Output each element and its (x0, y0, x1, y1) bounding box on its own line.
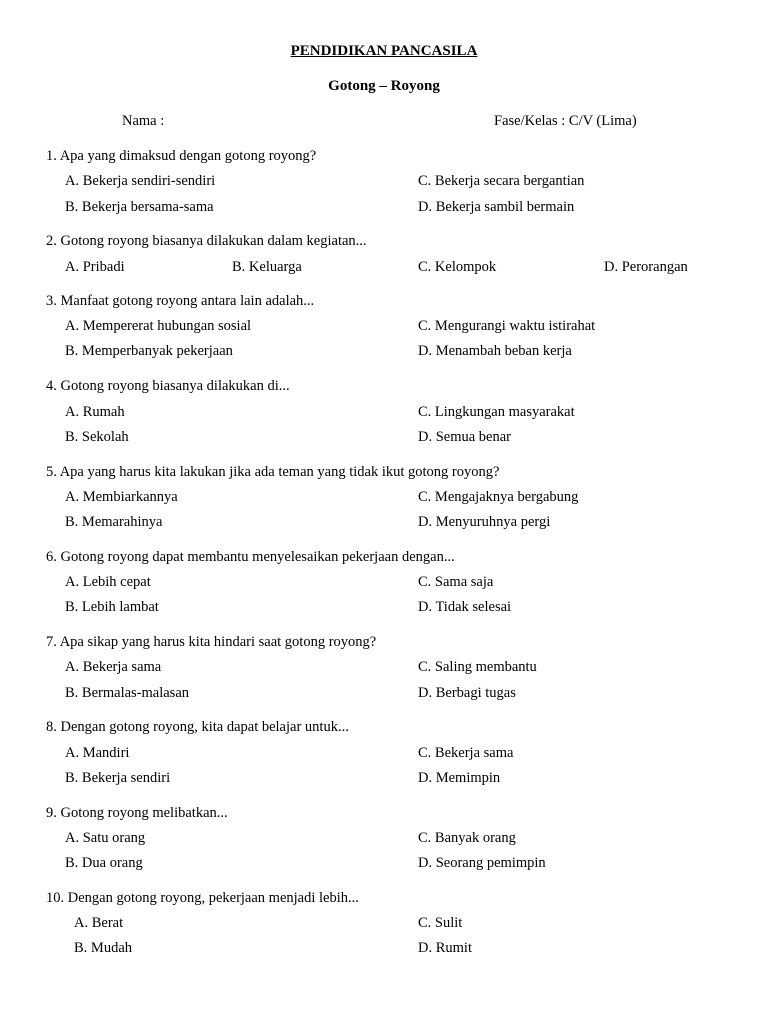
question-4-option-c: C. Lingkungan masyarakat (418, 404, 575, 420)
question-1-option-a: A. Bekerja sendiri-sendiri (65, 173, 216, 189)
question-9-option-d: D. Seorang pemimpin (418, 855, 546, 871)
question-5-option-b: B. Memarahinya (65, 514, 163, 530)
question-3: 3. Manfaat gotong royong antara lain adalah... (46, 293, 315, 309)
question-7-option-d: D. Berbagi tugas (418, 685, 516, 701)
question-4: 4. Gotong royong biasanya dilakukan di... (46, 378, 290, 394)
question-6-option-c: C. Sama saja (418, 574, 494, 590)
question-3-option-d: D. Menambah beban kerja (418, 343, 572, 359)
question-2-option-b: B. Keluarga (232, 259, 302, 275)
class-label: Fase/Kelas : C/V (Lima) (494, 113, 637, 129)
question-8-option-b: B. Bekerja sendiri (65, 770, 171, 786)
question-2-option-d: D. Perorangan (604, 259, 688, 275)
question-6: 6. Gotong royong dapat membantu menyelesaikan pekerjaan dengan... (46, 549, 455, 565)
question-5-option-d: D. Menyuruhnya pergi (418, 514, 551, 530)
question-5: 5. Apa yang harus kita lakukan jika ada teman yang tidak ikut gotong royong? (46, 464, 500, 480)
question-7: 7. Apa sikap yang harus kita hindari saat gotong royong? (46, 634, 377, 650)
question-10-option-a: A. Berat (74, 915, 124, 931)
question-9-option-b: B. Dua orang (65, 855, 143, 871)
question-7-option-c: C. Saling membantu (418, 659, 537, 675)
question-9-option-a: A. Satu orang (65, 830, 146, 846)
question-3-option-b: B. Memperbanyak pekerjaan (65, 343, 233, 359)
question-8-option-c: C. Bekerja sama (418, 745, 514, 761)
question-8-option-a: A. Mandiri (65, 745, 130, 761)
question-10-option-b: B. Mudah (74, 940, 132, 956)
question-6-option-d: D. Tidak selesai (418, 599, 512, 615)
question-4-option-d: D. Semua benar (418, 429, 512, 445)
question-8-option-d: D. Memimpin (418, 770, 501, 786)
question-10-option-d: D. Rumit (418, 940, 472, 956)
question-10-option-c: C. Sulit (418, 915, 463, 931)
question-3-option-c: C. Mengurangi waktu istirahat (418, 318, 596, 334)
question-9: 9. Gotong royong melibatkan... (46, 805, 228, 821)
question-7-option-b: B. Bermalas-malasan (65, 685, 190, 701)
question-9-option-c: C. Banyak orang (418, 830, 516, 846)
question-1-option-c: C. Bekerja secara bergantian (418, 173, 585, 189)
page-title: PENDIDIKAN PANCASILA (290, 43, 478, 59)
question-5-option-c: C. Mengajaknya bergabung (418, 489, 579, 505)
question-6-option-a: A. Lebih cepat (65, 574, 151, 590)
question-2: 2. Gotong royong biasanya dilakukan dalam kegiatan... (46, 233, 367, 249)
name-label: Nama : (122, 113, 165, 129)
question-2-option-c: C. Kelompok (418, 259, 497, 275)
question-1: 1. Apa yang dimaksud dengan gotong royong? (46, 148, 317, 164)
question-1-option-d: D. Bekerja sambil bermain (418, 199, 575, 215)
page-subtitle: Gotong – Royong (328, 78, 440, 94)
question-7-option-a: A. Bekerja sama (65, 659, 162, 675)
question-5-option-a: A. Membiarkannya (65, 489, 178, 505)
question-6-option-b: B. Lebih lambat (65, 599, 159, 615)
question-10: 10. Dengan gotong royong, pekerjaan menjadi lebih... (46, 890, 359, 906)
question-3-option-a: A. Mempererat hubungan sosial (65, 318, 252, 334)
question-8: 8. Dengan gotong royong, kita dapat belajar untuk... (46, 719, 349, 735)
question-4-option-a: A. Rumah (65, 404, 125, 420)
question-2-option-a: A. Pribadi (65, 259, 125, 275)
question-4-option-b: B. Sekolah (65, 429, 129, 445)
question-1-option-b: B. Bekerja bersama-sama (65, 199, 214, 215)
